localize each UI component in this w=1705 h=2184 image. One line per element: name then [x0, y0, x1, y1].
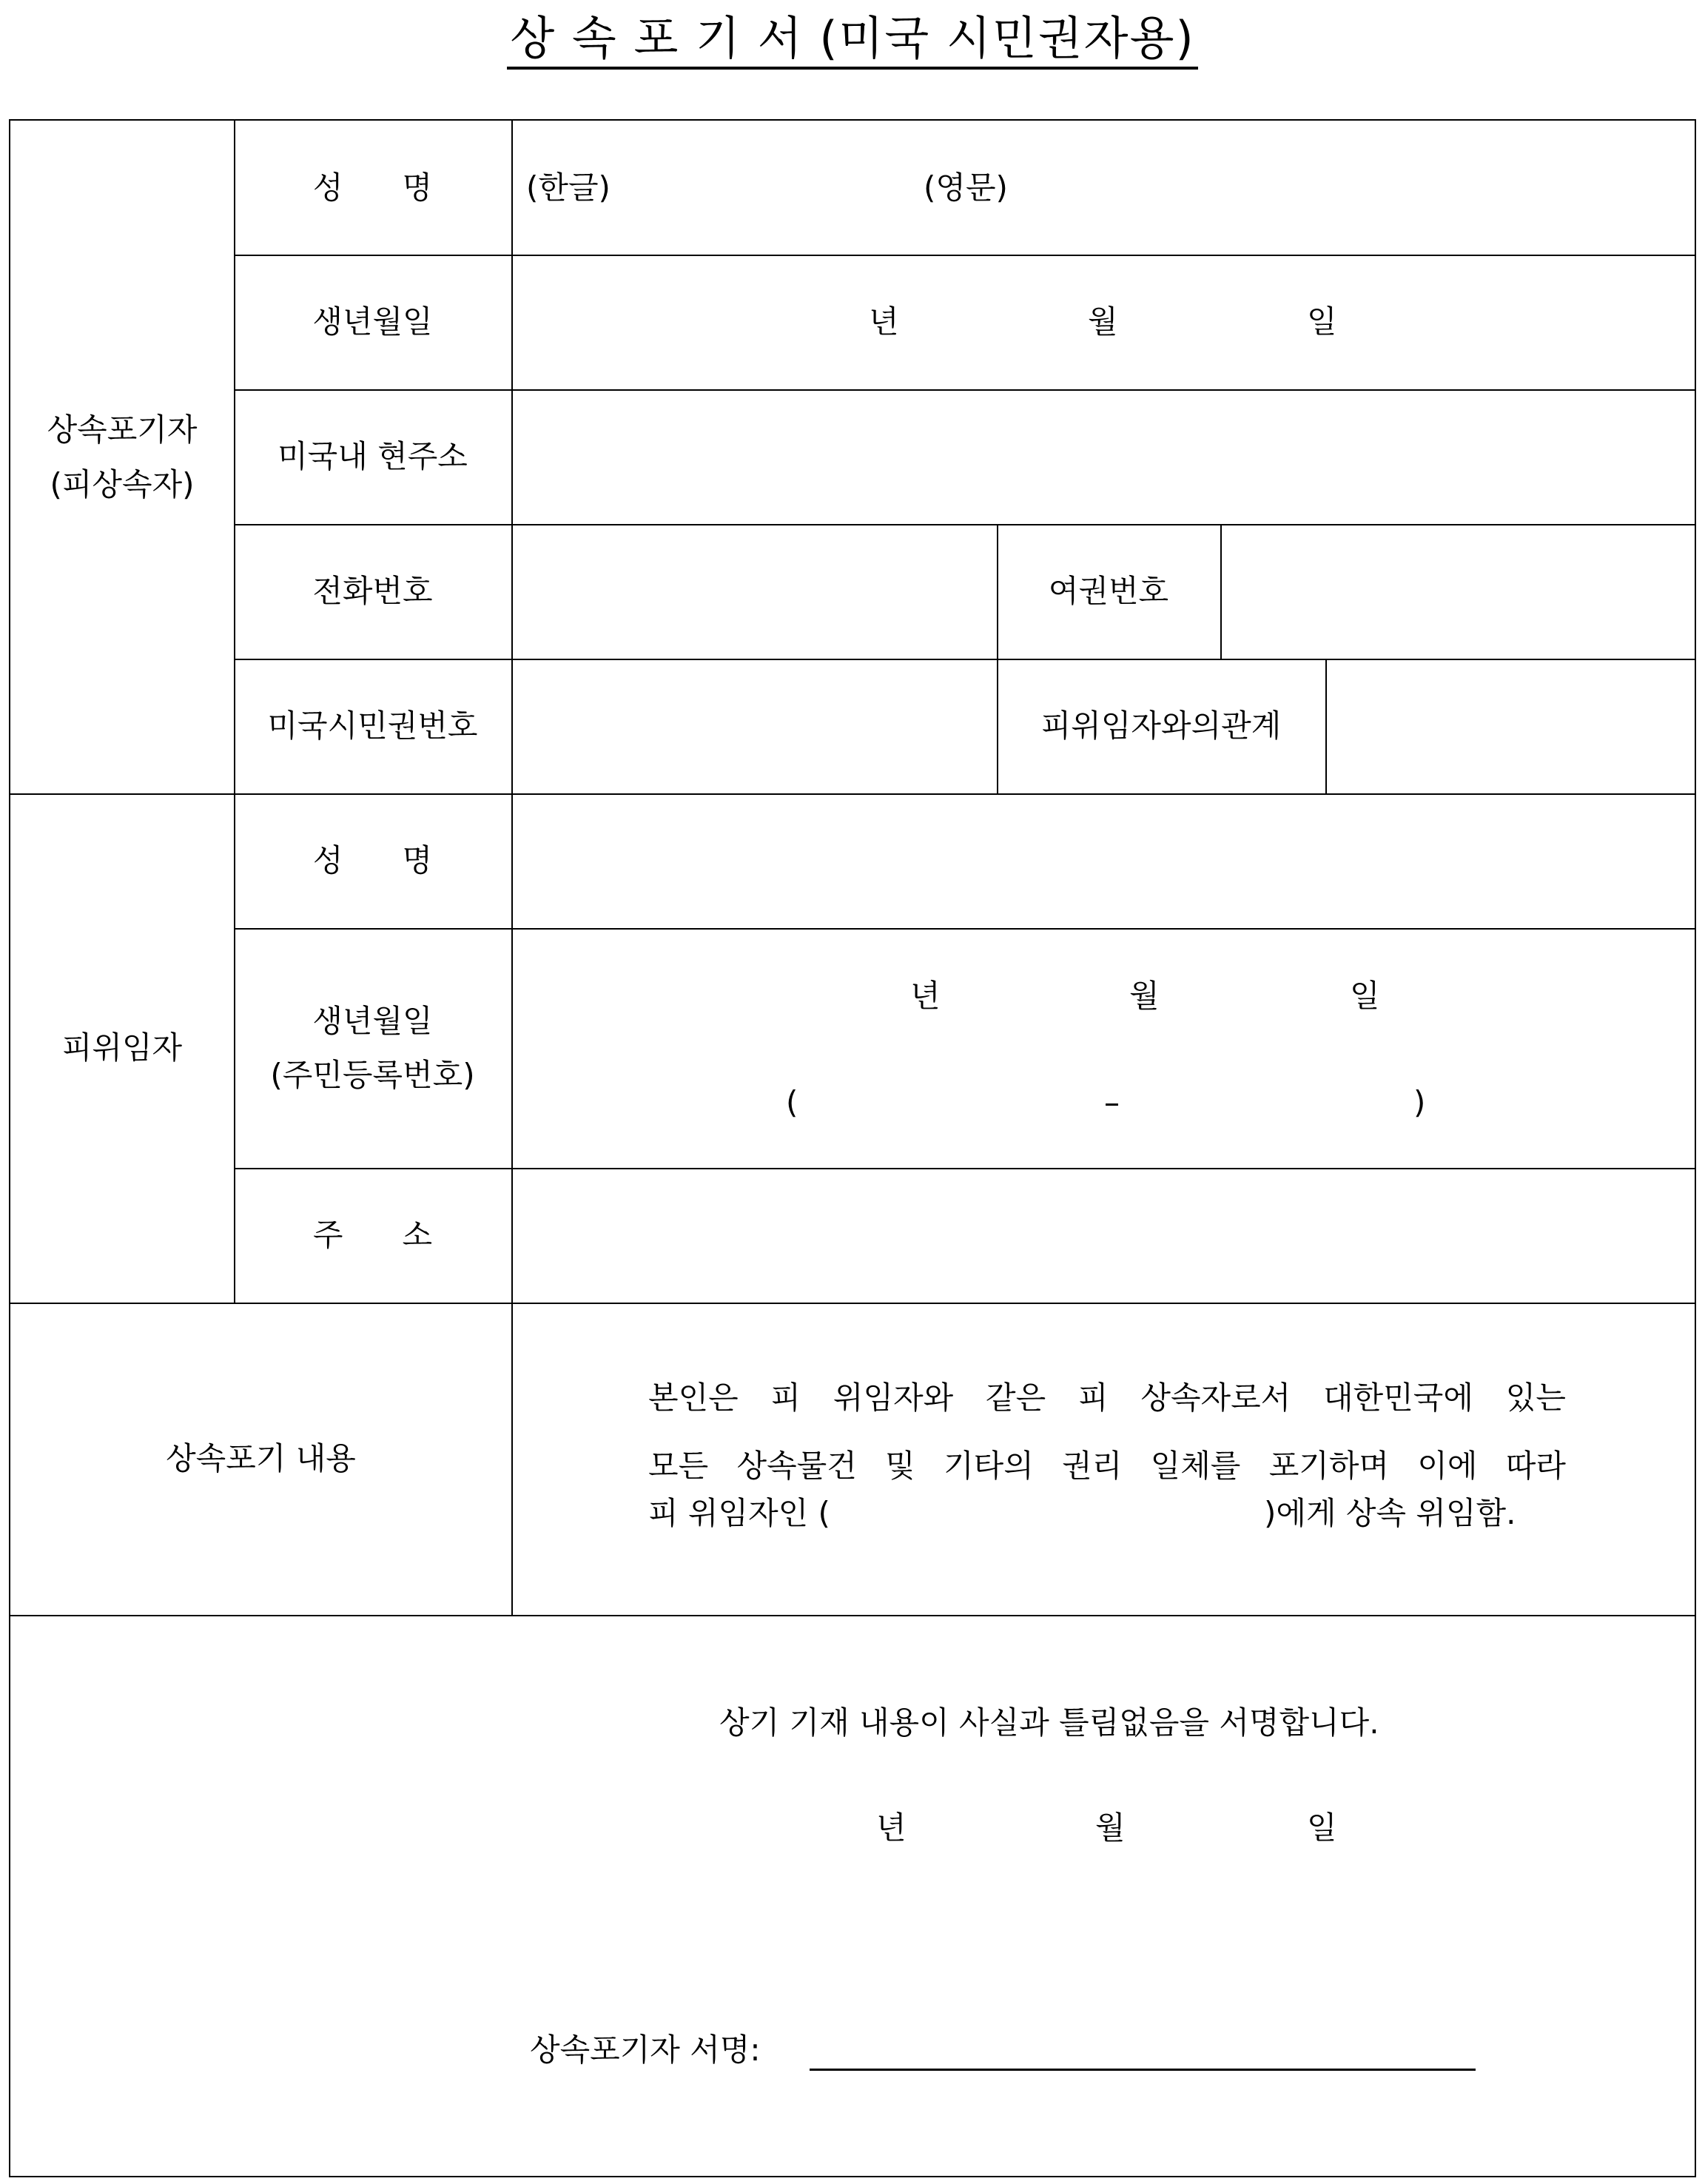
renunciation-word: 일체를 [1150, 1448, 1241, 1484]
renouncer-passport-label-cell [997, 524, 1220, 659]
delegate-name-label-cell [234, 793, 511, 928]
renouncer-citizenship-label-cell [234, 659, 511, 793]
renunciation-word: 및 [885, 1448, 915, 1484]
signature-date-year: 년 [876, 1810, 907, 1846]
renouncer-dob-label-cell [234, 255, 511, 389]
signature-line[interactable] [810, 2069, 1476, 2071]
delegate-id-dash: – [1104, 1084, 1120, 1120]
renunciation-word: 이에 [1417, 1448, 1478, 1484]
delegate-name-label: 성 명 [312, 842, 433, 879]
signature-date-day: 일 [1307, 1810, 1337, 1846]
inheritance-renunciation-form [9, 119, 1696, 2177]
delegate-address-label-cell [234, 1168, 511, 1303]
grid-line [10, 1615, 1696, 1616]
delegate-dob-day: 일 [1350, 978, 1380, 1014]
renouncer-name-english: (영문) [924, 169, 1008, 206]
renunciation-word: 같은 [986, 1380, 1046, 1416]
delegate-id-close-paren: ) [1413, 1084, 1426, 1120]
renouncer-dob-label: 생년월일 [312, 303, 433, 340]
renouncer-address-label-cell [234, 389, 511, 524]
renouncer-relation-label: 피위임자와의관계 [1040, 708, 1282, 745]
renouncer-citizenship-label: 미국시민권번호 [267, 708, 478, 745]
renunciation-word: 상속물건 [736, 1448, 857, 1484]
section-delegate-label-cell [10, 793, 234, 1303]
renunciation-word: 상속자로서 [1140, 1380, 1291, 1416]
delegate-dob-month: 월 [1129, 978, 1160, 1014]
signature-label: 상속포기자 서명: [530, 2032, 761, 2068]
renunciation-word: 있는 [1505, 1380, 1566, 1416]
renunciation-text-line3-right: )에게 상속 위임함. [1264, 1495, 1516, 1531]
renouncer-phone-value [511, 524, 997, 659]
renouncer-name-label: 성 명 [312, 169, 433, 206]
delegate-dob-label-line1: 생년월일 [312, 1002, 433, 1039]
renunciation-word: 따라 [1505, 1448, 1566, 1484]
delegate-dob-label-line2: (주민등록번호) [270, 1057, 475, 1093]
renouncer-citizenship-value [511, 659, 997, 793]
renunciation-word: 기타의 [944, 1448, 1034, 1484]
attestation-statement: 상기 기재 내용이 사실과 틀림없음을 서명합니다. [719, 1704, 1379, 1741]
renouncer-passport-label: 여권번호 [1048, 573, 1169, 610]
renunciation-word: 대한민국에 [1323, 1380, 1473, 1416]
renouncer-passport-value [1220, 524, 1696, 659]
delegate-dob-year: 년 [910, 978, 941, 1014]
renunciation-word: 권리 [1062, 1448, 1123, 1484]
renouncer-label-line2: (피상속자) [50, 466, 195, 503]
renouncer-dob-day: 일 [1307, 303, 1337, 340]
renouncer-phone-label-cell [234, 524, 511, 659]
renouncer-name-korean: (한글) [526, 169, 611, 206]
document-title-wrap [0, 0, 1705, 81]
renouncer-name-label-cell [234, 121, 511, 255]
renouncer-address-value [511, 389, 1696, 524]
renouncer-relation-value [1325, 659, 1696, 793]
renunciation-word: 피 [770, 1380, 801, 1416]
renunciation-text-line2 [648, 1445, 1566, 1482]
renunciation-content-label-cell [10, 1303, 511, 1615]
renouncer-dob-month: 월 [1088, 303, 1118, 340]
renouncer-relation-label-cell [997, 659, 1325, 793]
delegate-dob-label-cell [234, 928, 511, 1168]
renouncer-dob-year: 년 [869, 303, 899, 340]
section-renouncer-label [10, 121, 234, 793]
renouncer-address-label: 미국내 현주소 [278, 438, 468, 475]
delegate-id-open-paren: ( [786, 1084, 798, 1120]
renunciation-word: 위임자와 [833, 1380, 954, 1416]
renunciation-text-line1 [648, 1377, 1566, 1414]
delegate-name-value [511, 793, 1696, 928]
renouncer-label-line1: 상속포기자 [47, 411, 198, 448]
renunciation-word: 본인은 [648, 1380, 739, 1416]
renunciation-word: 모든 [648, 1448, 709, 1484]
renunciation-content-label: 상속포기 내용 [166, 1440, 356, 1477]
renouncer-phone-label: 전화번호 [312, 573, 433, 610]
delegate-label: 피위임자 [61, 1029, 183, 1066]
delegate-address-label: 주 소 [312, 1217, 433, 1254]
renunciation-text-line3-left: 피 위임자인 ( [648, 1495, 830, 1531]
document-title: 상 속 포 기 서 (미국 시민권자용) [507, 12, 1197, 69]
delegate-address-value [511, 1168, 1696, 1303]
renunciation-word: 포기하며 [1268, 1448, 1389, 1484]
renunciation-word: 피 [1078, 1380, 1109, 1416]
signature-date-month: 월 [1095, 1810, 1126, 1846]
